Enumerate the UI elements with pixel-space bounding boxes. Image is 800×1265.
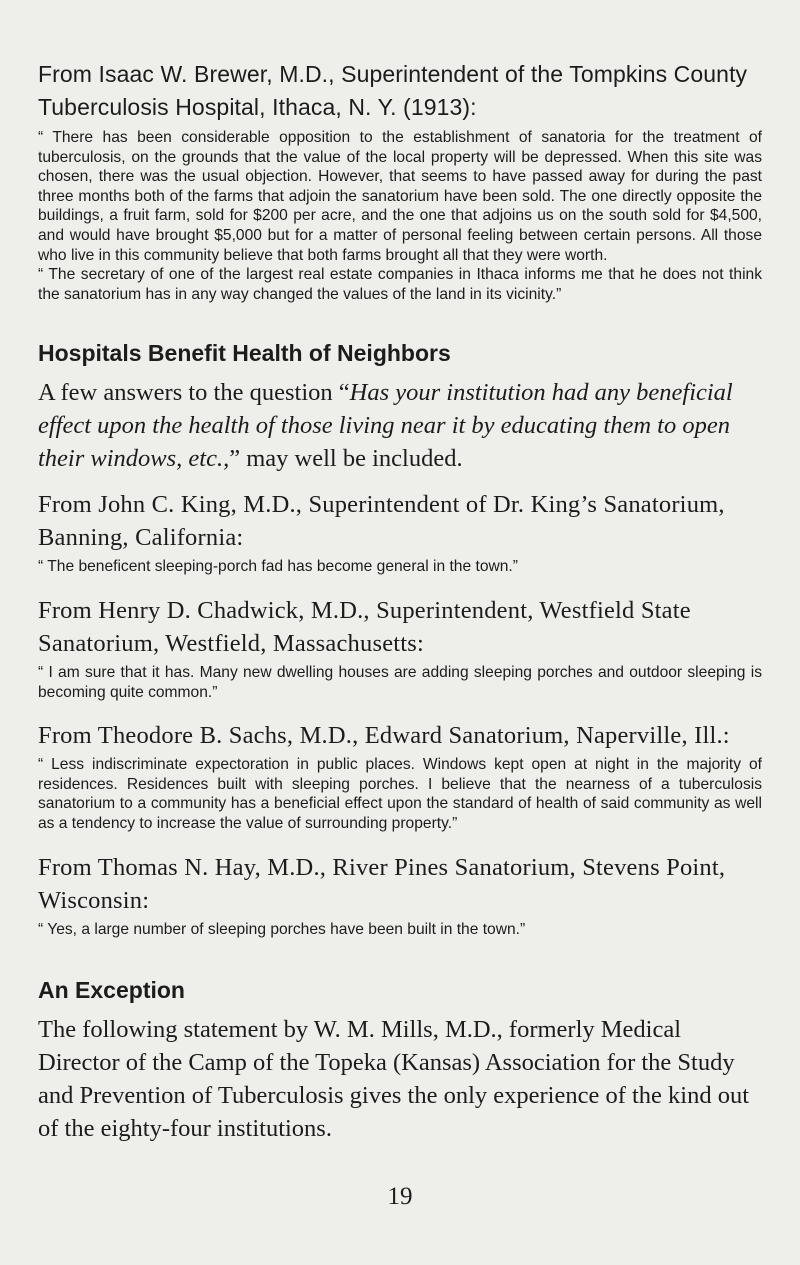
brewer-quote-paragraph-2: “ The secretary of one of the largest real estate companies in Ithaca informs me that he does not think the sanatorium has in any way changed the values of the land in its vicinity.” <box>38 266 762 303</box>
king-heading: From John C. King, M.D., Superintendent of Dr. King’s Sanatorium, Banning, California: <box>38 491 725 552</box>
intro-after: ” may well be included. <box>229 445 463 473</box>
chadwick-quote: “ I am sure that it has. Many new dwelling houses are adding sleeping porches and outdoor sleeping is becoming quite common.” <box>38 663 762 701</box>
section-intro <box>38 376 762 475</box>
page-content <box>38 58 762 1145</box>
exception-body: The following statement by W. M. Mills, M.D., formerly Medical Director of the Camp of the Topeka (Kansas) Association for the Study and Prevention of Tuberculosis gives the only experience of the kind out of the eighty-four institutions. <box>38 1016 750 1143</box>
brewer-heading: From Isaac W. Brewer, M.D., Superintendent of the Tompkins County Tuberculosis Hospital, Ithaca, N. Y. (1913): <box>38 61 748 120</box>
section-title-hospitals-benefit: Hospitals Benefit Health of Neighbors <box>38 340 451 367</box>
section-title-exception: An Exception <box>38 977 185 1004</box>
intro-question: Has your institution had any beneficial effect upon the health of those living near it by educating them to open their windows, etc., <box>38 379 733 473</box>
page-number: 19 <box>387 1183 413 1210</box>
king-quote: “ The beneficent sleeping-porch fad has become general in the town.” <box>38 558 518 576</box>
hay-quote: “ Yes, a large number of sleeping porches have been built in the town.” <box>38 920 526 938</box>
sachs-heading: From Theodore B. Sachs, M.D., Edward Sanatorium, Naperville, Ill.: <box>38 722 730 750</box>
intro-before: A few answers to the question “ <box>38 379 350 407</box>
chadwick-heading: From Henry D. Chadwick, M.D., Superintendent, Westfield State Sanatorium, Westfield, Massachusetts: <box>38 596 691 657</box>
brewer-quote <box>38 128 762 304</box>
hay-heading: From Thomas N. Hay, M.D., River Pines Sanatorium, Stevens Point, Wisconsin: <box>38 853 726 914</box>
sachs-quote: “ Less indiscriminate expectoration in public places. Windows kept open at night in the majority of residences. Residences built with sleeping porches. I believe that the nearness of a tuberculosis sanatorium to a community has a beneficial effect upon the standard of health of said community as well as a tendency to increase the value of surrounding property.” <box>38 756 762 832</box>
brewer-quote-paragraph-1: “ There has been considerable opposition to the establishment of sanatoria for the treatment of tuberculosis, on the grounds that the value of the local property will be depressed. When this site was chosen, there was the usual objection. However, that seems to have passed away for during the past three months both of the farms that adjoin the sanatorium have been sold. The one directly opposite the buildings, a fruit farm, sold for $200 per acre, and the one that adjoins us on the south sold for $4,500, and would have brought $5,000 but for a matter of personal feeling between certain persons. All those who live in this community believe that both farms brought all that they were worth. <box>38 129 762 264</box>
